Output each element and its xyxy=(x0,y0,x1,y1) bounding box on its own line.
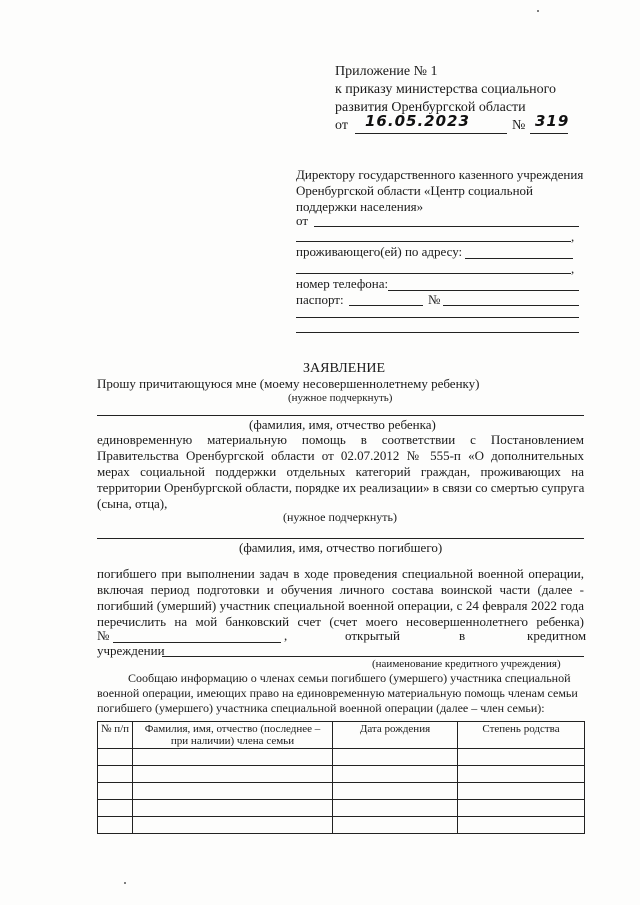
family-line-2: военной операции, имеющих право на единовременную материальную помощь членам семьи xyxy=(97,686,578,700)
order-date-handwritten: 16.05.2023 xyxy=(365,112,470,130)
appendix-line-2: к приказу министерства социального xyxy=(335,82,556,97)
table-cell[interactable] xyxy=(458,800,585,817)
scan-speck xyxy=(537,10,539,12)
underline-hint-2: (нужное подчеркнуть) xyxy=(283,510,397,524)
order-from-label: от xyxy=(335,118,348,133)
deceased-name-caption: (фамилия, имя, отчество погибшего) xyxy=(239,540,443,555)
institution-label: учреждении xyxy=(97,643,165,658)
passport-issued-field[interactable] xyxy=(296,317,579,318)
deceased-name-field[interactable] xyxy=(97,538,584,539)
family-members-table xyxy=(97,721,585,834)
table-cell[interactable] xyxy=(458,817,585,834)
table-cell[interactable] xyxy=(333,783,458,800)
account-credit: кредитном xyxy=(527,628,587,643)
table-cell[interactable] xyxy=(98,800,133,817)
order-number-handwritten: 319 xyxy=(535,112,570,130)
comma: , xyxy=(571,229,575,244)
appendix-line-3: развития Оренбургской области xyxy=(335,100,526,115)
phone-field[interactable] xyxy=(388,290,579,291)
applicant-name-field[interactable] xyxy=(314,226,579,227)
child-name-field[interactable] xyxy=(97,415,584,416)
scan-speck xyxy=(124,882,126,884)
table-cell[interactable] xyxy=(133,800,333,817)
order-date-line xyxy=(355,133,507,134)
passport-series-field[interactable] xyxy=(349,305,423,306)
request-line: Прошу причитающуюся мне (моему несовершеннолетнему ребенку) xyxy=(97,376,480,391)
underline-hint-1: (нужное подчеркнуть) xyxy=(288,392,393,404)
applicant-from-label: от xyxy=(296,213,309,228)
table-cell[interactable] xyxy=(333,766,458,783)
addressee-line-3: поддержки населения» xyxy=(296,199,424,214)
comma: , xyxy=(571,261,575,276)
addressee-line-2: Оренбургской области «Центр социальной xyxy=(296,183,534,198)
body-last-line: (сына, отца), xyxy=(97,496,168,511)
table-cell[interactable] xyxy=(333,800,458,817)
table-cell[interactable] xyxy=(458,783,585,800)
table-header-row xyxy=(98,722,585,749)
table-cell[interactable] xyxy=(333,817,458,834)
residing-label: проживающего(ей) по адресу: xyxy=(296,244,463,259)
table-cell[interactable] xyxy=(133,749,333,766)
account-number-sign: № xyxy=(97,628,110,643)
body-line-3: мерах социальной поддержки отдельных категорий граждан, проживающих на xyxy=(97,464,584,479)
table-cell[interactable] xyxy=(98,766,133,783)
table-row xyxy=(98,817,585,834)
body-line-2: Правительства Оренбургской области от 02.07.2012 № 555-п «О дополнительных xyxy=(97,448,584,463)
appendix-line-1: Приложение № 1 xyxy=(335,64,438,79)
table-cell[interactable] xyxy=(98,783,133,800)
institution-caption: (наименование кредитного учреждения) xyxy=(372,658,561,670)
deceased-line-2: включая период подготовки и обучения личного состава воинской части (далее - xyxy=(97,582,584,597)
passport-number-sign: № xyxy=(428,292,441,307)
table-cell[interactable] xyxy=(458,766,585,783)
table-cell[interactable] xyxy=(98,817,133,834)
table-row xyxy=(98,766,585,783)
order-number-label: № xyxy=(512,118,526,133)
table-cell[interactable] xyxy=(98,749,133,766)
deceased-line-3: погибший (умерший) участник специальной военной операции, с 24 февраля 2022 года xyxy=(97,598,584,613)
account-in: в xyxy=(459,628,466,643)
account-opened: открытый xyxy=(345,628,400,643)
institution-field[interactable] xyxy=(162,656,584,657)
address-field-2[interactable] xyxy=(296,273,571,274)
order-number-line xyxy=(530,133,568,134)
table-cell[interactable] xyxy=(133,783,333,800)
header-number: № п/п xyxy=(98,722,133,749)
passport-label: паспорт: xyxy=(296,292,344,307)
header-full-name: Фамилия, имя, отчество (последнее – при наличии) члена семьи xyxy=(133,722,333,749)
address-field[interactable] xyxy=(465,258,573,259)
table-row xyxy=(98,800,585,817)
table-cell[interactable] xyxy=(333,749,458,766)
body-line-4: территории Оренбургской области, порядке их реализации» в связи со смертью супруга xyxy=(97,480,585,495)
table-row xyxy=(98,749,585,766)
header-relationship: Степень родства xyxy=(458,722,585,749)
child-name-caption: (фамилия, имя, отчество ребенка) xyxy=(249,417,436,432)
applicant-name-field-2[interactable] xyxy=(296,241,571,242)
table-row xyxy=(98,783,585,800)
table-cell[interactable] xyxy=(133,766,333,783)
account-comma: , xyxy=(284,628,288,643)
body-line-1: единовременную материальную помощь в соответствии с Постановлением xyxy=(97,432,584,447)
phone-label: номер телефона: xyxy=(296,276,389,291)
passport-issued-field-2[interactable] xyxy=(296,332,579,333)
table-cell[interactable] xyxy=(133,817,333,834)
table-cell[interactable] xyxy=(458,749,585,766)
header-birth-date: Дата рождения xyxy=(333,722,458,749)
family-line-1: Сообщаю информацию о членах семьи погибшего (умершего) участника специальной xyxy=(128,671,571,685)
family-line-3: погибшего (умершего) участника специальной военной операции (далее – член семьи): xyxy=(97,701,545,715)
deceased-line-4: перечислить на мой банковский счет (счет моего несовершеннолетнего ребенка) xyxy=(97,614,584,629)
passport-number-field[interactable] xyxy=(443,305,579,306)
deceased-line-1: погибшего при выполнении задач в ходе проведения специальной военной операции, xyxy=(97,566,584,581)
addressee-line-1: Директору государственного казенного учреждения xyxy=(296,167,584,182)
statement-title: ЗАЯВЛЕНИЕ xyxy=(303,361,386,376)
